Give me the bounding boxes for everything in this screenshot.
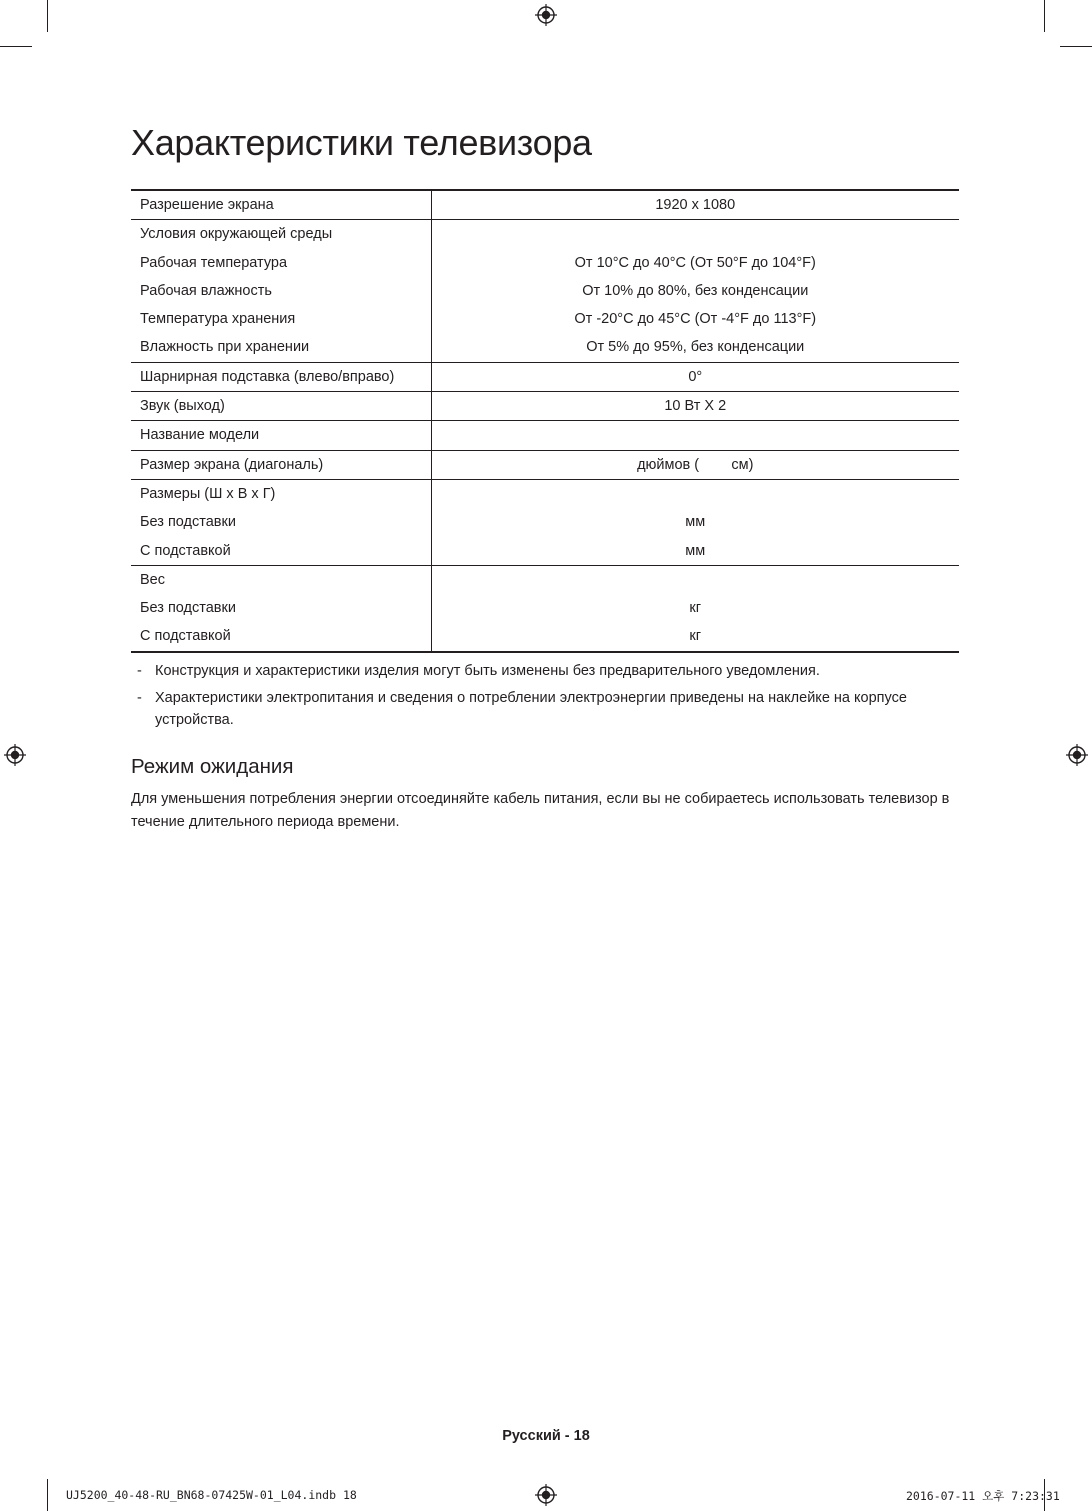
note-dash: - — [137, 663, 142, 679]
spec-label-cell — [131, 421, 431, 450]
spec-label-cell — [131, 392, 431, 421]
spec-value-cell — [431, 362, 959, 391]
spec-value: мм — [685, 514, 706, 531]
spec-value-cell — [431, 277, 959, 305]
crop-mark — [47, 0, 48, 32]
table-row — [131, 537, 959, 566]
registration-mark-icon — [1066, 744, 1088, 766]
spec-label: Температура хранения — [140, 311, 296, 328]
spec-label: Влажность при хранении — [140, 339, 310, 356]
crop-mark — [0, 46, 32, 47]
spec-label: Рабочая влажность — [140, 282, 272, 299]
table-row — [131, 249, 959, 277]
table-row — [131, 622, 959, 651]
spec-label-cell — [131, 594, 431, 622]
spec-value: От 10°C до 40°C (От 50°F до 104°F) — [574, 254, 816, 271]
standby-heading: Режим ожидания — [131, 755, 294, 778]
note-text: Конструкция и характеристики изделия могут быть изменены без предварительного уведомления. — [155, 663, 820, 679]
spec-value-cell — [431, 594, 959, 622]
table-row — [131, 479, 959, 508]
note-item — [131, 660, 961, 682]
spec-value — [432, 566, 960, 594]
spec-value-cell — [431, 450, 959, 479]
spec-label-cell — [131, 362, 431, 391]
spec-value: дюймов ( см) — [637, 456, 754, 473]
note-text: Характеристики электропитания и сведения о потреблении электроэнергии приведены на наклейке на корпусе устройства. — [155, 690, 907, 728]
standby-text: Для уменьшения потребления энергии отсоединяйте кабель питания, если вы не собираетесь использовать телевизор в течение длительного периода времени. — [131, 791, 950, 830]
spec-value-cell — [431, 622, 959, 651]
spec-value-cell — [431, 537, 959, 566]
spec-value: От 5% до 95%, без конденсации — [586, 339, 805, 356]
spec-value — [432, 421, 960, 449]
crop-mark — [1060, 46, 1092, 47]
spec-label: Название модели — [140, 427, 260, 444]
table-row — [131, 220, 959, 249]
table-row — [131, 190, 959, 220]
crop-mark — [1044, 0, 1045, 32]
table-row — [131, 392, 959, 421]
table-row — [131, 594, 959, 622]
page-title: Характеристики телевизора — [131, 122, 592, 163]
registration-mark-icon — [535, 1484, 557, 1506]
spec-label-cell — [131, 190, 431, 220]
spec-label-cell — [131, 537, 431, 566]
spec-label-cell — [131, 508, 431, 536]
spec-value: 10 Вт X 2 — [664, 398, 727, 415]
spec-label-cell — [131, 479, 431, 508]
notes-list — [131, 660, 961, 736]
spec-value-cell — [431, 508, 959, 536]
table-row — [131, 277, 959, 305]
slug-left: UJ5200_40-48-RU_BN68-07425W-01_L04.indb 18 — [66, 1488, 357, 1502]
spec-value: 0° — [688, 368, 703, 385]
spec-value: кг — [689, 628, 702, 645]
spec-label: Звук (выход) — [140, 398, 225, 415]
spec-label: Вес — [140, 571, 165, 588]
spec-label: Без подставки — [140, 514, 236, 531]
spec-label: Размер экрана (диагональ) — [140, 456, 324, 473]
spec-value: 1920 x 1080 — [655, 197, 736, 213]
spec-label-cell — [131, 333, 431, 362]
note-dash: - — [137, 690, 142, 706]
table-row — [131, 450, 959, 479]
spec-label: Без подставки — [140, 600, 236, 617]
spec-value: мм — [685, 542, 706, 559]
spec-table — [131, 189, 959, 653]
spec-value: От 10% до 80%, без конденсации — [582, 282, 809, 299]
table-row — [131, 333, 959, 362]
note-item — [131, 687, 961, 731]
spec-value-cell — [431, 305, 959, 333]
spec-label-cell — [131, 277, 431, 305]
spec-value-cell — [431, 220, 959, 249]
table-row — [131, 508, 959, 536]
spec-label: С подставкой — [140, 628, 231, 645]
slug-right: 2016-07-11 오후 7:23:31 — [906, 1489, 1060, 1503]
spec-value: От -20°C до 45°C (От -4°F до 113°F) — [574, 311, 817, 328]
registration-mark-icon — [535, 4, 557, 26]
spec-value — [432, 220, 960, 248]
crop-mark — [47, 1479, 48, 1511]
table-row — [131, 362, 959, 391]
spec-value: кг — [689, 600, 702, 617]
spec-label: Рабочая температура — [140, 254, 288, 271]
spec-value-cell — [431, 479, 959, 508]
spec-value-cell — [431, 392, 959, 421]
spec-value-cell — [431, 565, 959, 594]
spec-label-cell — [131, 565, 431, 594]
spec-value-cell — [431, 421, 959, 450]
spec-label-cell — [131, 622, 431, 651]
spec-label: Шарнирная подставка (влево/вправо) — [140, 368, 395, 385]
table-row — [131, 421, 959, 450]
spec-value — [432, 480, 960, 508]
table-row — [131, 565, 959, 594]
spec-label: С подставкой — [140, 542, 231, 559]
spec-label: Разрешение экрана — [140, 197, 274, 213]
spec-label-cell — [131, 305, 431, 333]
table-row — [131, 305, 959, 333]
spec-label-cell — [131, 450, 431, 479]
spec-value-cell — [431, 190, 959, 220]
spec-value-cell — [431, 333, 959, 362]
spec-label: Условия окружающей среды — [140, 226, 333, 243]
spec-label-cell — [131, 220, 431, 249]
spec-label: Размеры (Ш x В x Г) — [140, 485, 276, 502]
spec-value-cell — [431, 249, 959, 277]
spec-label-cell — [131, 249, 431, 277]
page-number: Русский - 18 — [502, 1428, 590, 1444]
registration-mark-icon — [4, 744, 26, 766]
